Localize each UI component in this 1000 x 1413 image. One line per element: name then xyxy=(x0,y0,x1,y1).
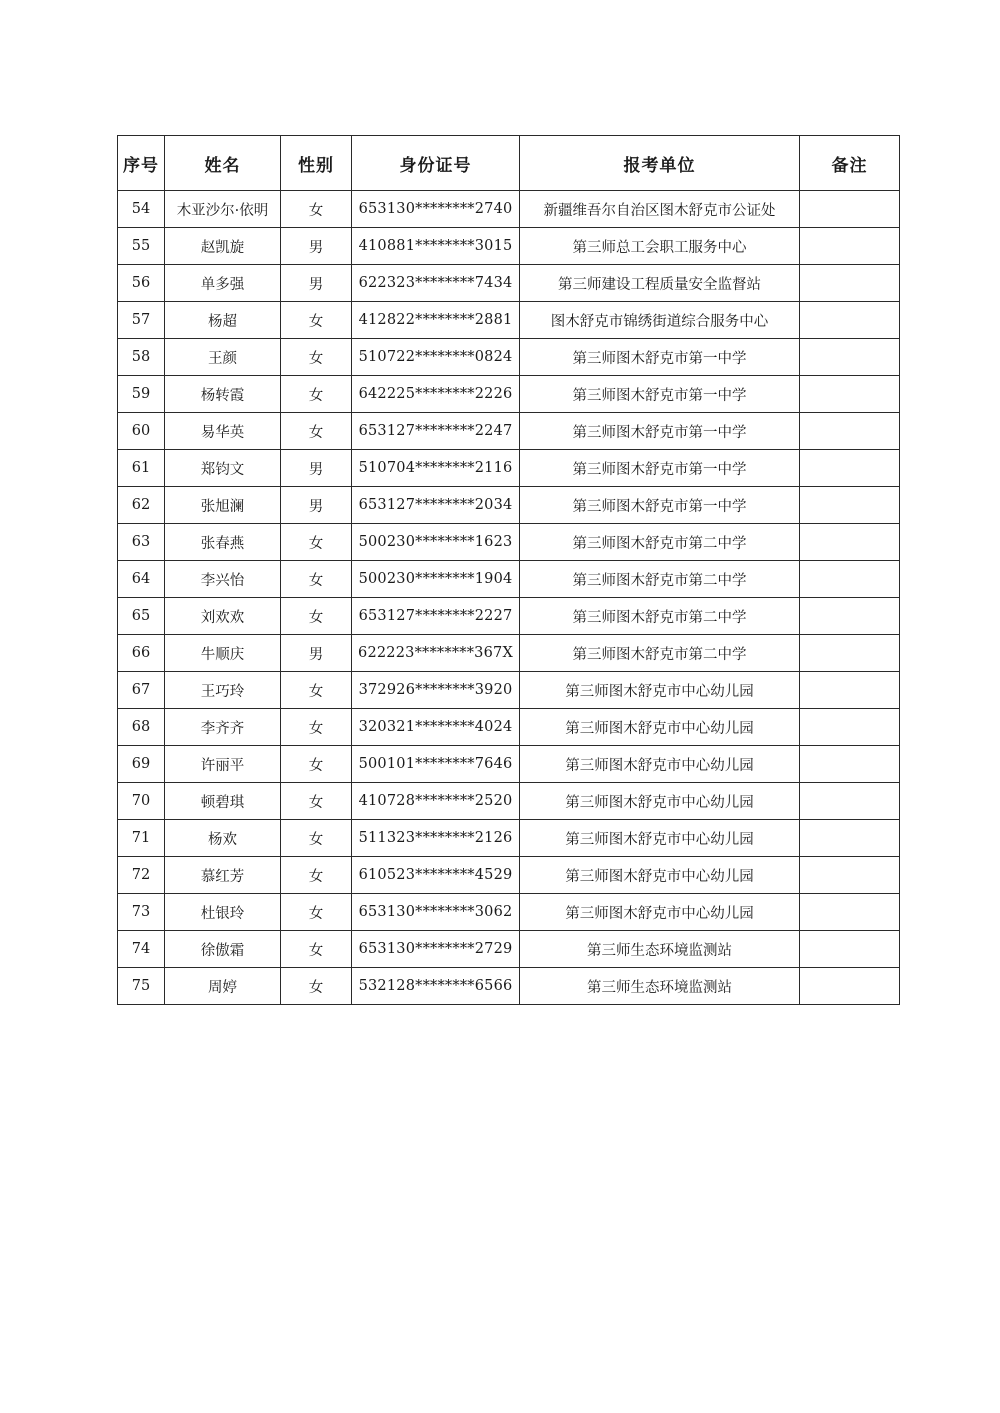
table-row xyxy=(118,450,900,487)
cell-gender: 女 xyxy=(281,524,352,561)
cell-name: 王颜 xyxy=(165,339,281,376)
cell-gender: 女 xyxy=(281,598,352,635)
cell-gender: 女 xyxy=(281,820,352,857)
table-row xyxy=(118,968,900,1005)
cell-remark xyxy=(800,968,900,1005)
cell-gender: 女 xyxy=(281,339,352,376)
cell-seq: 74 xyxy=(118,931,165,968)
cell-seq: 72 xyxy=(118,857,165,894)
table-row xyxy=(118,376,900,413)
cell-remark xyxy=(800,894,900,931)
cell-name: 赵凯旋 xyxy=(165,228,281,265)
cell-remark xyxy=(800,857,900,894)
table-row xyxy=(118,746,900,783)
table-row xyxy=(118,302,900,339)
cell-gender: 女 xyxy=(281,191,352,228)
cell-remark xyxy=(800,746,900,783)
cell-name: 易华英 xyxy=(165,413,281,450)
cell-remark xyxy=(800,524,900,561)
table-row xyxy=(118,339,900,376)
cell-seq: 65 xyxy=(118,598,165,635)
header-id-number: 身份证号 xyxy=(352,136,520,191)
cell-unit: 第三师图木舒克市中心幼儿园 xyxy=(520,820,800,857)
cell-gender: 女 xyxy=(281,709,352,746)
cell-unit: 第三师生态环境监测站 xyxy=(520,931,800,968)
header-name: 姓名 xyxy=(165,136,281,191)
cell-unit: 第三师图木舒克市中心幼儿园 xyxy=(520,709,800,746)
cell-gender: 男 xyxy=(281,635,352,672)
cell-unit: 第三师图木舒克市第一中学 xyxy=(520,339,800,376)
cell-gender: 男 xyxy=(281,450,352,487)
cell-name: 周婷 xyxy=(165,968,281,1005)
cell-id-number: 653130********2729 xyxy=(352,931,520,968)
cell-id-number: 653127********2227 xyxy=(352,598,520,635)
header-remark: 备注 xyxy=(800,136,900,191)
cell-remark xyxy=(800,450,900,487)
header-unit: 报考单位 xyxy=(520,136,800,191)
cell-id-number: 510722********0824 xyxy=(352,339,520,376)
cell-seq: 69 xyxy=(118,746,165,783)
cell-seq: 63 xyxy=(118,524,165,561)
cell-remark xyxy=(800,561,900,598)
cell-unit: 第三师总工会职工服务中心 xyxy=(520,228,800,265)
cell-remark xyxy=(800,931,900,968)
cell-seq: 57 xyxy=(118,302,165,339)
cell-remark xyxy=(800,487,900,524)
table-row xyxy=(118,413,900,450)
cell-name: 李齐齐 xyxy=(165,709,281,746)
cell-name: 杨转霞 xyxy=(165,376,281,413)
cell-gender: 女 xyxy=(281,968,352,1005)
cell-seq: 58 xyxy=(118,339,165,376)
cell-unit: 第三师图木舒克市中心幼儿园 xyxy=(520,672,800,709)
cell-remark xyxy=(800,413,900,450)
table-body xyxy=(118,191,900,1005)
cell-gender: 女 xyxy=(281,894,352,931)
table-row xyxy=(118,191,900,228)
cell-unit: 第三师图木舒克市第一中学 xyxy=(520,450,800,487)
candidate-table xyxy=(117,135,900,1005)
cell-id-number: 511323********2126 xyxy=(352,820,520,857)
cell-id-number: 410881********3015 xyxy=(352,228,520,265)
cell-seq: 68 xyxy=(118,709,165,746)
cell-unit: 第三师图木舒克市中心幼儿园 xyxy=(520,783,800,820)
table-row xyxy=(118,709,900,746)
cell-name: 李兴怡 xyxy=(165,561,281,598)
cell-remark xyxy=(800,820,900,857)
cell-gender: 男 xyxy=(281,487,352,524)
cell-unit: 第三师图木舒克市第一中学 xyxy=(520,487,800,524)
header-gender: 性别 xyxy=(281,136,352,191)
cell-remark xyxy=(800,783,900,820)
cell-id-number: 622223********367X xyxy=(352,635,520,672)
cell-name: 郑钧文 xyxy=(165,450,281,487)
cell-gender: 女 xyxy=(281,746,352,783)
cell-gender: 女 xyxy=(281,302,352,339)
table-row xyxy=(118,598,900,635)
cell-id-number: 510704********2116 xyxy=(352,450,520,487)
cell-name: 慕红芳 xyxy=(165,857,281,894)
cell-id-number: 642225********2226 xyxy=(352,376,520,413)
cell-name: 张旭澜 xyxy=(165,487,281,524)
cell-name: 王巧玲 xyxy=(165,672,281,709)
cell-id-number: 610523********4529 xyxy=(352,857,520,894)
header-seq: 序号 xyxy=(118,136,165,191)
cell-name: 杜银玲 xyxy=(165,894,281,931)
cell-seq: 62 xyxy=(118,487,165,524)
cell-name: 张春燕 xyxy=(165,524,281,561)
cell-seq: 70 xyxy=(118,783,165,820)
cell-id-number: 653130********3062 xyxy=(352,894,520,931)
cell-seq: 60 xyxy=(118,413,165,450)
cell-remark xyxy=(800,191,900,228)
cell-seq: 56 xyxy=(118,265,165,302)
cell-remark xyxy=(800,672,900,709)
cell-id-number: 320321********4024 xyxy=(352,709,520,746)
cell-id-number: 412822********2881 xyxy=(352,302,520,339)
cell-seq: 61 xyxy=(118,450,165,487)
cell-unit: 第三师生态环境监测站 xyxy=(520,968,800,1005)
cell-id-number: 622323********7434 xyxy=(352,265,520,302)
table-row xyxy=(118,487,900,524)
cell-unit: 第三师图木舒克市中心幼儿园 xyxy=(520,894,800,931)
cell-gender: 女 xyxy=(281,561,352,598)
cell-name: 杨超 xyxy=(165,302,281,339)
cell-id-number: 410728********2520 xyxy=(352,783,520,820)
cell-gender: 女 xyxy=(281,376,352,413)
cell-unit: 第三师图木舒克市中心幼儿园 xyxy=(520,746,800,783)
cell-name: 许丽平 xyxy=(165,746,281,783)
cell-seq: 55 xyxy=(118,228,165,265)
cell-unit: 第三师图木舒克市第一中学 xyxy=(520,376,800,413)
cell-remark xyxy=(800,598,900,635)
cell-unit: 第三师图木舒克市第二中学 xyxy=(520,635,800,672)
roster-sheet xyxy=(117,135,900,1005)
cell-gender: 女 xyxy=(281,931,352,968)
cell-unit: 第三师建设工程质量安全监督站 xyxy=(520,265,800,302)
table-row xyxy=(118,857,900,894)
cell-unit: 图木舒克市锦绣街道综合服务中心 xyxy=(520,302,800,339)
table-row xyxy=(118,524,900,561)
cell-seq: 54 xyxy=(118,191,165,228)
table-row xyxy=(118,561,900,598)
cell-id-number: 653127********2247 xyxy=(352,413,520,450)
cell-seq: 67 xyxy=(118,672,165,709)
cell-seq: 71 xyxy=(118,820,165,857)
cell-gender: 女 xyxy=(281,672,352,709)
cell-id-number: 372926********3920 xyxy=(352,672,520,709)
cell-unit: 第三师图木舒克市第二中学 xyxy=(520,598,800,635)
cell-unit: 第三师图木舒克市第二中学 xyxy=(520,561,800,598)
cell-seq: 73 xyxy=(118,894,165,931)
cell-gender: 男 xyxy=(281,228,352,265)
cell-seq: 64 xyxy=(118,561,165,598)
cell-remark xyxy=(800,635,900,672)
cell-name: 顿碧琪 xyxy=(165,783,281,820)
cell-unit: 第三师图木舒克市中心幼儿园 xyxy=(520,857,800,894)
cell-gender: 男 xyxy=(281,265,352,302)
table-row xyxy=(118,894,900,931)
cell-unit: 第三师图木舒克市第二中学 xyxy=(520,524,800,561)
cell-seq: 75 xyxy=(118,968,165,1005)
table-row xyxy=(118,931,900,968)
table-row xyxy=(118,265,900,302)
table-row xyxy=(118,228,900,265)
table-row xyxy=(118,820,900,857)
cell-name: 徐傲霜 xyxy=(165,931,281,968)
cell-name: 杨欢 xyxy=(165,820,281,857)
cell-seq: 59 xyxy=(118,376,165,413)
cell-id-number: 500101********7646 xyxy=(352,746,520,783)
cell-id-number: 653130********2740 xyxy=(352,191,520,228)
cell-name: 木亚沙尔·依明 xyxy=(165,191,281,228)
cell-seq: 66 xyxy=(118,635,165,672)
table-header-row xyxy=(118,136,900,191)
cell-remark xyxy=(800,339,900,376)
table-row xyxy=(118,672,900,709)
cell-id-number: 500230********1904 xyxy=(352,561,520,598)
cell-id-number: 500230********1623 xyxy=(352,524,520,561)
cell-remark xyxy=(800,376,900,413)
cell-gender: 女 xyxy=(281,783,352,820)
cell-id-number: 532128********6566 xyxy=(352,968,520,1005)
table-row xyxy=(118,635,900,672)
cell-unit: 第三师图木舒克市第一中学 xyxy=(520,413,800,450)
cell-name: 单多强 xyxy=(165,265,281,302)
cell-unit: 新疆维吾尔自治区图木舒克市公证处 xyxy=(520,191,800,228)
cell-remark xyxy=(800,228,900,265)
cell-remark xyxy=(800,709,900,746)
cell-remark xyxy=(800,265,900,302)
cell-remark xyxy=(800,302,900,339)
cell-gender: 女 xyxy=(281,413,352,450)
table-row xyxy=(118,783,900,820)
cell-name: 刘欢欢 xyxy=(165,598,281,635)
cell-name: 牛顺庆 xyxy=(165,635,281,672)
cell-gender: 女 xyxy=(281,857,352,894)
cell-id-number: 653127********2034 xyxy=(352,487,520,524)
